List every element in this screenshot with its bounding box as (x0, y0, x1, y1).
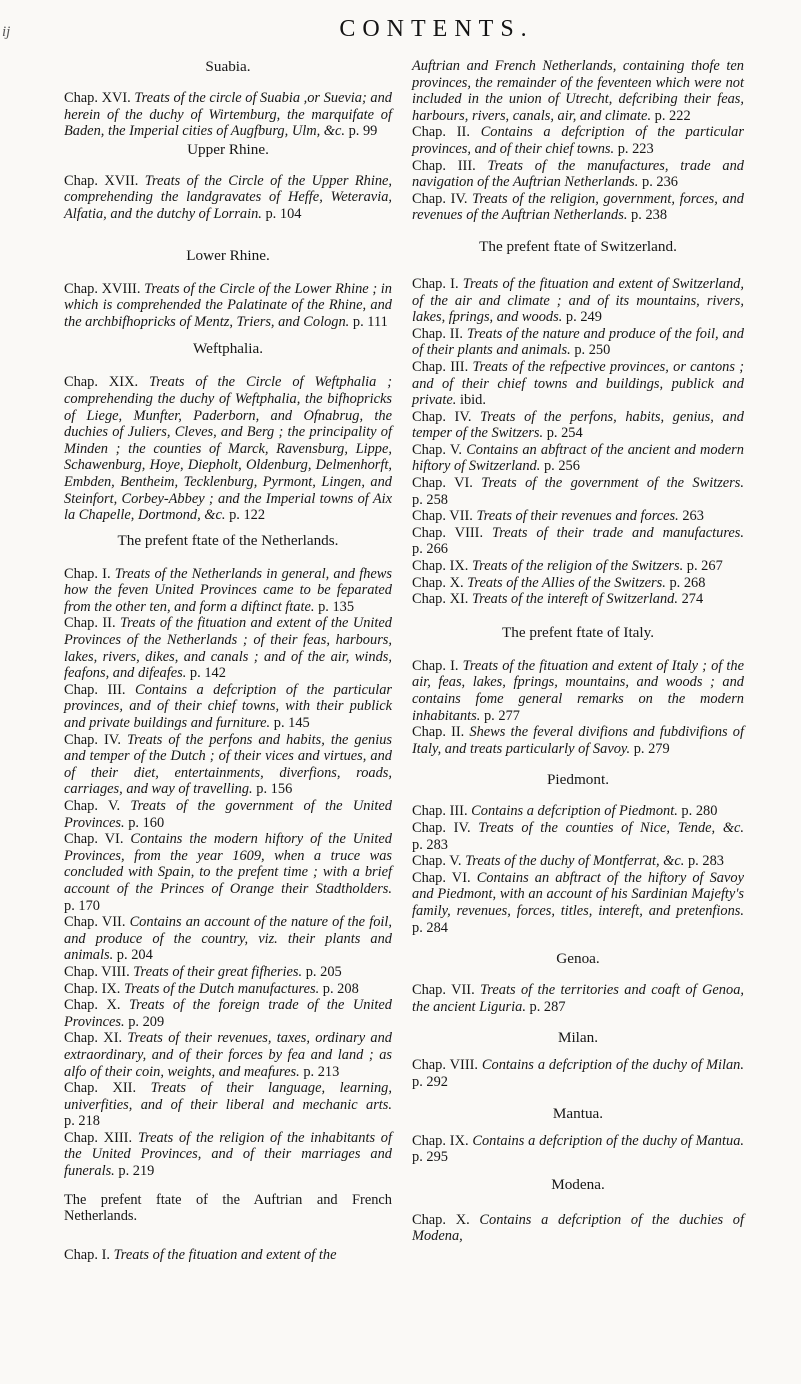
toc-entry (64, 1247, 392, 1264)
toc-entry (412, 276, 744, 326)
chapter-label: Chap. VI. (412, 475, 473, 492)
chapter-label: Chap. IV. (412, 819, 471, 836)
toc-entry (412, 591, 744, 608)
chapter-label: Chap. IX. (64, 980, 121, 997)
toc-entry (412, 58, 744, 124)
chapter-label: Chap. XII. (64, 1080, 137, 1097)
page-number: p. 277 (483, 707, 520, 724)
chapter-label: Chap. III. (64, 681, 126, 698)
toc-entry (64, 682, 392, 732)
chapter-description: Treats of the fituation and extent of the (113, 1246, 337, 1263)
chapter-description: Treats of the religion of the inhabitants of the United Provinces, and of their marriages and funerals. (64, 1129, 392, 1180)
page-number: p. 213 (303, 1063, 340, 1080)
chapter-description: Treats of the refpective provinces, or cantons ; and of their chief towns and buildings, publick and private. (412, 358, 744, 409)
page-number: p. 209 (128, 1013, 165, 1030)
chapter-label: Chap. IX. (412, 1132, 469, 1149)
page-number: p. 204 (116, 947, 153, 964)
chapter-label: Chap. I. (412, 275, 459, 292)
chapter-description: Treats of the fituation and extent of the United Provinces of the Netherlands ; of their feas, harbours, lakes, rivers, dikes, and canals ; and of the air, winds, feafons, and difeafes. (64, 615, 392, 682)
toc-entry (412, 508, 744, 525)
toc-entry (412, 1212, 744, 1245)
toc-entry (412, 1057, 744, 1090)
toc-entry (412, 820, 744, 853)
chapter-description: Contains a defcription of the particular provinces, and of their chief towns, with their publick and private buildings and furniture. (64, 681, 392, 732)
section-heading: Genoa. (556, 950, 600, 968)
chapter-description: Treats of the circle of Suabia ,or Suevia; and herein of the duchy of Wirtemburg, the marquifate of Baden, the Imperial cities of Augfburg, Ulm, &c. (64, 90, 392, 140)
chapter-description: Treats of the territories and coaft of Genoa, the ancient Liguria. (412, 982, 744, 1015)
chapter-description: Treats of the perfons and habits, the genius and temper of the Dutch ; of their vices and virtues, and of their diet, entertainments, diverfions, roads, carriages, and way of travelling. (64, 731, 392, 798)
chapter-label: Chap. V. (412, 853, 462, 870)
page-number: p. 287 (529, 998, 566, 1015)
page-number: p. 295 (412, 1149, 448, 1166)
toc-entry (412, 870, 744, 936)
toc-entry (412, 442, 744, 475)
chapter-label: Chap. IV. (64, 731, 121, 748)
chapter-label: Chap. VII. (64, 914, 126, 931)
section-heading: Suabia. (205, 58, 251, 75)
toc-entry (64, 981, 392, 998)
page-number: p. 156 (256, 781, 293, 798)
page-number: p. 122 (229, 507, 266, 524)
page-number: p. 256 (543, 458, 580, 475)
chapter-label: Chap. XI. (412, 591, 469, 608)
chapter-description: Treats of the duchy of Montferrat, &c. (465, 853, 685, 870)
page-number: p. 267 (686, 558, 723, 575)
page-number: p. 250 (574, 342, 611, 359)
toc-entry (64, 732, 392, 798)
toc-entry (412, 525, 744, 558)
page-number: p. 222 (654, 107, 691, 124)
toc-entry (64, 281, 392, 331)
page-number: p. 280 (681, 803, 718, 820)
chapter-label: Chap. II. (412, 724, 465, 741)
chapter-description: Contains the modern hiftory of the United Provinces, from the year 1609, when a truce was concluded with Spain, to the prefent time ; with a brief account of the Princes of Orange their Stadtholders. (64, 831, 392, 897)
chapter-label: Chap. I. (64, 565, 111, 582)
toc-entry (412, 853, 744, 870)
chapter-label: Chap. XVIII. (64, 280, 141, 297)
chapter-label: Chap. II. (412, 325, 463, 342)
section-heading: Piedmont. (546, 771, 610, 789)
page-number: ibid. (459, 392, 486, 409)
chapter-label: Chap. IV. (412, 190, 468, 207)
page-number: p. 254 (546, 425, 583, 442)
chapter-description: Shews the feveral divifions and fubdivifions of Italy, and treats particularly of Savoy. (412, 724, 744, 757)
toc-entry (412, 658, 744, 724)
page-number: p. 284 (412, 919, 448, 936)
page-number: p. 104 (265, 205, 302, 222)
toc-entry (412, 475, 744, 508)
chapter-label: Chap. III. (412, 803, 468, 820)
chapter-label: Chap. VII. (412, 982, 475, 999)
chapter-description: Treats of their great fifheries. (133, 963, 303, 980)
section-heading: Modena. (551, 1175, 605, 1193)
page-number: p. 219 (118, 1163, 155, 1180)
chapter-description: Treats of the manufactures, trade and navigation of the Auftrian Netherlands. (412, 157, 744, 191)
section-heading: Milan. (557, 1029, 599, 1047)
contents-right-column (412, 58, 744, 1245)
chapter-label: Chap. VI. (64, 831, 124, 848)
page-number: p. 142 (189, 665, 226, 682)
page-number: p. 218 (64, 1113, 100, 1130)
running-title: CONTENTS. (339, 16, 534, 42)
chapter-label: Chap. XI. (64, 1030, 123, 1047)
chapter-label: Chap. III. (412, 358, 469, 375)
chapter-description: Treats of the Dutch manufactures. (123, 980, 320, 997)
corner-mark: ij (2, 24, 11, 40)
toc-entry (412, 803, 744, 820)
toc-entry (412, 1133, 744, 1166)
toc-entry (412, 158, 744, 191)
page-number: p. 279 (633, 740, 670, 757)
toc-entry (64, 90, 392, 140)
toc-entry (412, 359, 744, 409)
chapter-description: Contains an abftract of the hiftory of Savoy and Piedmont, with an account of his Sardinian Majefty's family, revenues, forces, titles, intereft, and pretenfions. (412, 869, 744, 919)
chapter-label: Chap. XIX. (64, 374, 139, 391)
chapter-label: Chap. III. (412, 157, 476, 174)
chapter-description: Treats of the foreign trade of the United Provinces. (64, 997, 392, 1030)
page-number: p. 283 (412, 836, 448, 853)
chapter-label: Chap. VIII. (64, 963, 130, 980)
page-number: p. 223 (617, 140, 654, 157)
page-number: p. 99 (348, 123, 378, 140)
chapter-label: Chap. II. (412, 124, 470, 141)
chapter-label: Chap. VI. (412, 869, 471, 886)
page-number: p. 135 (318, 598, 355, 615)
chapter-label: Chap. XVII. (64, 172, 139, 189)
toc-entry (64, 798, 392, 831)
toc-entry (64, 964, 392, 981)
toc-entry (412, 724, 744, 757)
chapter-label: Chap. V. (412, 441, 463, 458)
page-number: p. 292 (412, 1073, 448, 1090)
chapter-description: Contains a defcription of the duchy of Mantua. (472, 1132, 744, 1149)
section-heading: Mantua. (552, 1104, 604, 1122)
chapter-description: Treats of the intereft of Switzerland. (471, 591, 678, 608)
chapter-label: Chap. I. (64, 1246, 110, 1263)
chapter-description: Treats of their language, learning, univerfities, and of their liberal and mechanic arts. (64, 1080, 392, 1113)
chapter-description: Treats of the Circle of the Upper Rhine, comprehending the landgravates of Heffe, Weteravia, Alfatia, and the dutchy of Lorrain. (64, 172, 393, 222)
chapter-description: Contains a defcription of the particular provinces, and of their chief towns. (412, 124, 744, 157)
page-number: p. 145 (273, 715, 310, 732)
toc-entry (64, 1080, 392, 1130)
section-heading: The prefent ftate of Italy. (501, 623, 655, 641)
chapter-description: Contains a defcription of Piedmont. (471, 803, 678, 820)
toc-entry (412, 575, 744, 592)
page-number: p. 160 (128, 814, 165, 831)
chapter-description: Contains an abftract of the ancient and modern hiftory of Switzerland. (412, 441, 744, 475)
section-heading: The prefent ftate of Switzerland. (479, 237, 677, 255)
chapter-description: Treats of the Netherlands in general, and fhews how the feven United Provinces came to be feparated from the other ten, and form a diftinct ftate. (64, 565, 392, 615)
toc-entry (64, 374, 392, 523)
chapter-description: Treats of the government of the Switzers. (481, 475, 744, 492)
chapter-label: Chap. XVI. (64, 90, 131, 106)
chapter-description: Treats of the fituation and extent of Italy ; of the air, feas, lakes, fprings, mountains, and woods ; and contains fome general remarks on the modern inhabitants. (412, 657, 744, 724)
chapter-description: Contains an account of the nature of the foil, and produce of the country, viz. their plants and animals. (64, 914, 392, 964)
chapter-label: Chap. VII. (412, 508, 473, 525)
chapter-description: Contains a defcription of the duchies of Modena, (412, 1211, 744, 1245)
chapter-description: Contains a defcription of the duchy of Milan. (481, 1057, 744, 1074)
toc-entry (412, 326, 744, 359)
toc-entry (412, 558, 744, 575)
chapter-label: Chap. IX. (412, 558, 469, 575)
page-number: p. 208 (322, 980, 359, 997)
chapter-label: Chap. XIII. (64, 1129, 133, 1146)
chapter-label: Chap. X. (64, 997, 121, 1014)
chapter-label: Chap. X. (412, 574, 464, 591)
chapter-description: Treats of the religion, government, forces, and revenues of the Auftrian Netherlands. (412, 190, 744, 224)
chapter-description: Auftrian and French Netherlands, containing thofe ten provinces, the remainder of the feventeen which were not included in the union of Utrecht, defcribing their feas, harbours, rivers, canals, air, and climate. (412, 58, 744, 124)
chapter-description: Treats of the Circle of the Lower Rhine ; in which is comprehended the Palatinate of the Rhine, and the archbifhopricks of Mentz, Triers, and Cologn. (64, 280, 392, 330)
page-number: p. 258 (412, 491, 448, 508)
chapter-label: Chap. IV. (412, 408, 472, 425)
page-number: p. 249 (565, 309, 602, 326)
page-number: p. 238 (631, 207, 668, 224)
toc-entry (412, 191, 744, 224)
chapter-label: Chap. I. (412, 657, 459, 674)
page-number: p. 268 (669, 574, 706, 591)
chapter-description: Treats of their revenues and forces. (476, 508, 679, 525)
page-number: p. 266 (412, 541, 448, 558)
chapter-description: Treats of the religion of the Switzers. (471, 558, 684, 575)
chapter-label: Chap. VIII. (412, 524, 484, 541)
page-number: 263 (682, 508, 704, 525)
section-heading: Lower Rhine. (186, 246, 270, 264)
chapter-description: Treats of the perfons, habits, genius, and temper of the Switzers. (412, 408, 744, 442)
page-number: p. 170 (64, 897, 100, 914)
toc-entry (64, 831, 392, 914)
toc-entry (412, 982, 744, 1015)
page-number: p. 205 (305, 963, 342, 980)
chapter-description: Treats of the Allies of the Switzers. (467, 574, 666, 591)
section-heading: The prefent ftate of the Netherlands. (117, 531, 339, 549)
chapter-description: Treats of their trade and manufactures. (492, 524, 744, 541)
chapter-label: Chap. II. (64, 615, 116, 632)
toc-entry (64, 566, 392, 616)
toc-entry (64, 914, 392, 964)
section-heading: Weftphalia. (192, 340, 264, 358)
chapter-description: Treats of the counties of Nice, Tende, &c. (478, 819, 745, 836)
chapter-label: Chap. VIII. (412, 1057, 478, 1074)
chapter-label: Chap. V. (64, 798, 121, 814)
chapter-description: Treats of the fituation and extent of Switzerland, of the air and climate ; and of its mountains, rivers, lakes, fprings, and woods. (412, 275, 744, 326)
toc-entry (64, 997, 392, 1030)
chapter-description: Treats of the nature and produce of the foil, and of their plants and animals. (412, 325, 744, 359)
chapter-description: Treats of the government of the United Provinces. (64, 798, 392, 831)
toc-entry (412, 124, 744, 157)
page-number: p. 236 (642, 174, 678, 191)
section-heading: Upper Rhine. (187, 140, 269, 158)
toc-entry (64, 1030, 392, 1080)
toc-entry (64, 1130, 392, 1180)
toc-entry (64, 173, 392, 223)
toc-entry (412, 409, 744, 442)
chapter-label: Chap. X. (412, 1211, 470, 1228)
chapter-description: Treats of the Circle of Weftphalia ; comprehending the duchy of Weftphalia, the bifhopricks of Liege, Munfter, Paderborn, and Ofnabrug, the duchies of Juliers, Cleves, and Berg ; the principality of Minden ; the counties of Marck, Ravensburg, Lippe, Schawenburg, Hoye, Diepholt, Oldenburg, Delmenhorft, Embden, Bentheim, Tecklenburg, Pyrmont, Lingen, and Steinfort, Corbey-Abbey ; and the Imperial towns of Aix la Chapelle, Dortmond, &c. (64, 374, 392, 524)
section-heading-plain: The prefent ftate of the Auftrian and French Netherlands. (64, 1191, 392, 1225)
page-number: p. 283 (687, 853, 724, 870)
contents-left-column (64, 58, 392, 1263)
toc-entry (64, 615, 392, 681)
chapter-description: Treats of their revenues, taxes, ordinary and extraordinary, and of their forces by fea and land ; as alfo of their coin, weights, and meafures. (64, 1030, 392, 1080)
page-number: p. 111 (352, 313, 388, 330)
page-number: 274 (681, 591, 704, 608)
